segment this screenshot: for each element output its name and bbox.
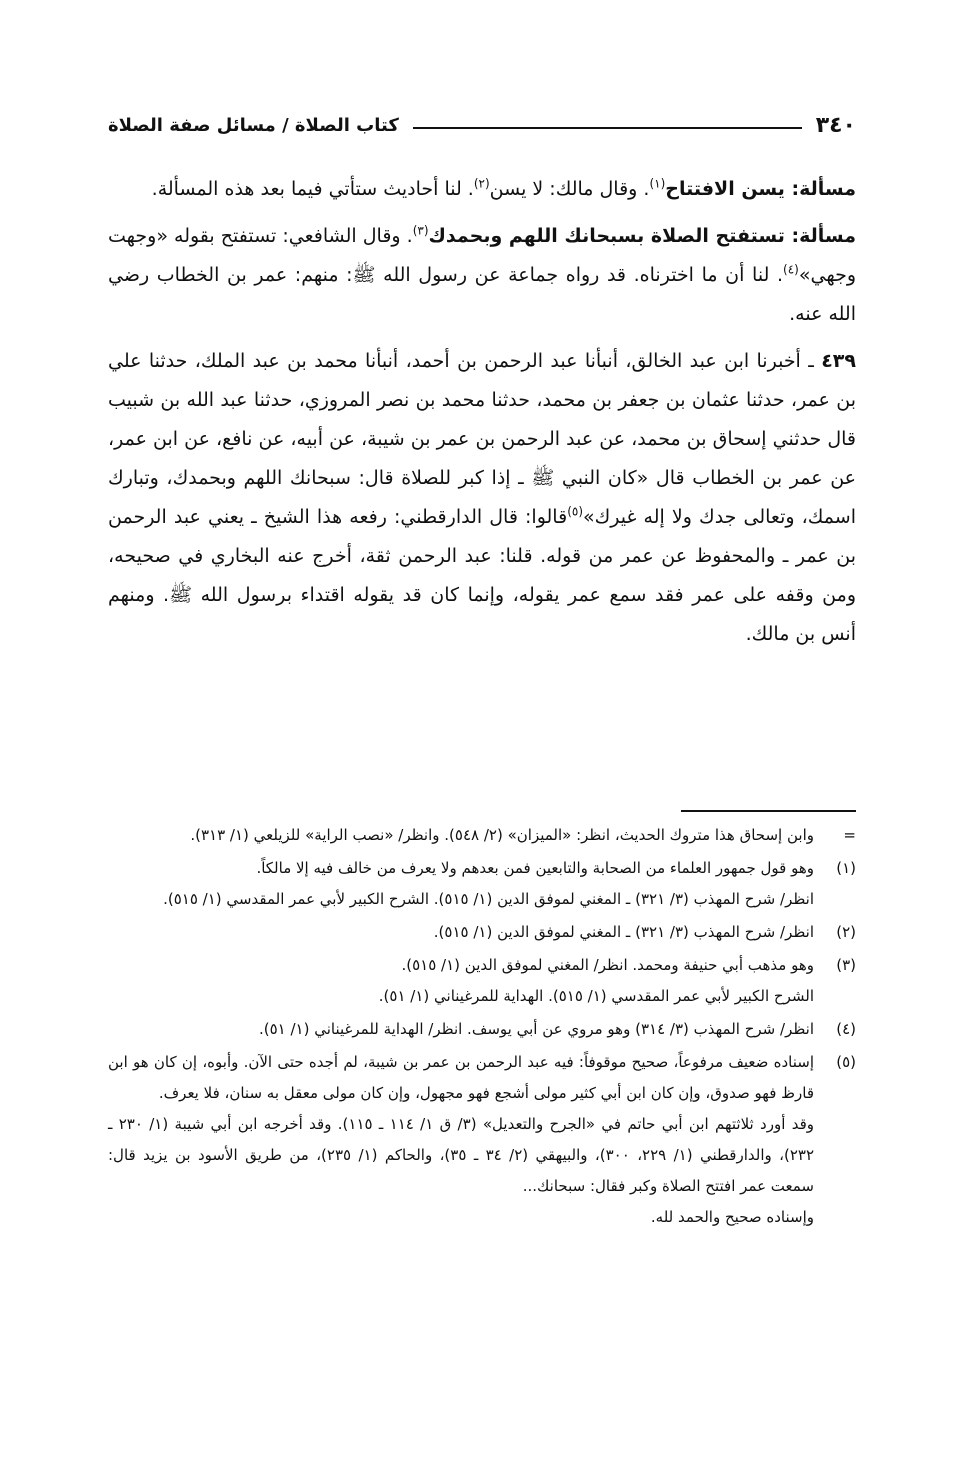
footnote-4 <box>108 1014 856 1045</box>
footnote-ref-3[interactable]: (٣) <box>412 223 429 238</box>
footnote-line: وهو قول جمهور العلماء من الصحابة والتابعين فمن بعدهم ولا يعرف من خالف فيه إلا مالكاً. <box>256 859 814 877</box>
hadith-number: ٤٣٩ <box>821 350 856 372</box>
footnote-marker: (٤) <box>836 1020 856 1038</box>
main-text <box>108 170 856 662</box>
footnote-3 <box>108 950 856 1012</box>
footnote-marker: (٢) <box>836 923 856 941</box>
footnote-1 <box>108 853 856 915</box>
footnote-continued <box>108 820 856 851</box>
hadith-paragraph <box>108 342 856 654</box>
hadith-text-a: ـ أخبرنا ابن عبد الخالق، أنبأنا عبد الرحمن بن أحمد، أنبأنا محمد بن عبد الملك، حدثنا علي بن عمر، حدثنا عثمان بن جعفر بن محمد، حدثنا محمد بن نصر المروزي، حدثنا عبد الله بن شبيب قال حدثني إسحاق بن محمد، عن عبد الرحمن بن عمر بن شيبة، عن أبيه، عن نافع، عن ابن عمر، عن عمر بن الخطاب قال «كان النبي ﷺ ـ إذا كبر للصلاة قال: سبحانك اللهم وبحمدك، وتبارك اسمك، وتعالى جدك ولا إله غيرك» <box>108 350 856 528</box>
footnote-line: إسناده ضعيف مرفوعاً، صحيح موقوفاً: فيه عبد الرحمن بن عمر بن شيبة، لم أجده حتى الآن. وأبوه، إن كان هو ابن قارظ فهو صدوق، وإن كان ابن أبي كثير مولى أشجع فهو مجهول، وإن كان مولى معقل به سنان، فلا يعرف. <box>108 1053 814 1102</box>
issue-label-1: مسألة: يسن الافتتاح <box>665 178 856 200</box>
footnote-marker: (٥) <box>836 1053 856 1071</box>
issue-paragraph-2 <box>108 217 856 334</box>
issue-text-1b: . لنا أحاديث ستأتي فيما بعد هذه المسألة. <box>151 178 474 200</box>
page-number: ٣٤٠ <box>815 112 856 138</box>
page-header <box>108 108 856 142</box>
footnote-marker: (١) <box>836 859 856 877</box>
hadith-text-b: قالوا: قال الدارقطني: رفعه هذا الشيخ ـ يعني عبد الرحمن بن عمر ـ والمحفوظ عن عمر من قوله. قلنا: عبد الرحمن ثقة، أخرج عنه البخاري في صحيحه، ومن وقفه على عمر فقد سمع عمر يقوله، وإنما كان قد يقوله اقتداء برسول الله ﷺ. ومنهم أنس بن مالك. <box>108 506 856 645</box>
issue-paragraph-1 <box>108 170 856 209</box>
footnote-ref-5[interactable]: (٥) <box>567 504 584 519</box>
footnote-line: الشرح الكبير لأبي عمر المقدسي (١/ ٥١٥). الهداية للمرغيناني (١/ ٥١). <box>378 987 814 1005</box>
issue-text-2a: . وقال الشافعي: تستفتح بقوله «وجهت وجهي» <box>108 225 856 286</box>
footnote-marker: (٣) <box>836 956 856 974</box>
footnote-marker: = <box>843 826 856 844</box>
footnote-line: وإسناده صحيح والحمد لله. <box>650 1208 814 1226</box>
footnote-line: انظر/ شرح المهذب (٣/ ٣١٤) وهو مروي عن أبي يوسف. انظر/ الهداية للمرغيناني (١/ ٥١). <box>258 1020 814 1038</box>
footnote-5 <box>108 1047 856 1233</box>
footnote-2 <box>108 917 856 948</box>
footnote-line: انظر/ شرح المهذب (٣/ ٣٢١) ـ المغني لموفق الدين (١/ ٥١٥). الشرح الكبير لأبي عمر المقدسي (١/ ٥١٥). <box>163 890 814 908</box>
footnote-ref-1[interactable]: (١) <box>649 176 666 191</box>
footnotes <box>108 820 856 1235</box>
header-rule <box>413 127 802 129</box>
footnote-separator <box>681 810 856 812</box>
issue-label-2: مسألة: تستفتح الصلاة بسبحانك اللهم وبحمدك <box>428 225 856 247</box>
footnote-line: وقد أورد ثلاثتهم ابن أبي حاتم في «الجرح والتعديل» (٣/ ق ١/ ١١٤ ـ ١١٥). وقد أخرجه ابن أبي شيبة (١/ ٢٣٠ ـ ٢٣٢)، والدارقطني (١/ ٢٢٩، ٣٠٠)، والبيهقي (٢/ ٣٤ ـ ٣٥)، والحاكم (١/ ٢٣٥)، من طريق الأسود بن يزيد قال: سمعت عمر افتتح الصلاة وكبر فقال: سبحانك... <box>108 1115 815 1195</box>
footnote-line: وهو مذهب أبي حنيفة ومحمد. انظر/ المغني لموفق الدين (١/ ٥١٥). <box>401 956 814 974</box>
issue-text-1a: . وقال مالك: لا يسن <box>489 178 650 200</box>
footnote-ref-2[interactable]: (٢) <box>473 176 490 191</box>
footnote-ref-4[interactable]: (٤) <box>783 262 799 277</box>
running-title: كتاب الصلاة / مسائل صفة الصلاة <box>108 114 399 136</box>
footnote-line: وابن إسحاق هذا متروك الحديث، انظر: «الميزان» (٢/ ٥٤٨). وانظر/ «نصب الراية» للزيلعي (١/ ٣١٣). <box>190 826 814 844</box>
footnote-line: انظر/ شرح المهذب (٣/ ٣٢١) ـ المغني لموفق الدين (١/ ٥١٥). <box>433 923 814 941</box>
issue-text-2b: . لنا أن ما اخترناه. قد رواه جماعة عن رسول الله ﷺ: منهم: عمر بن الخطاب رضي الله عنه. <box>108 264 856 325</box>
